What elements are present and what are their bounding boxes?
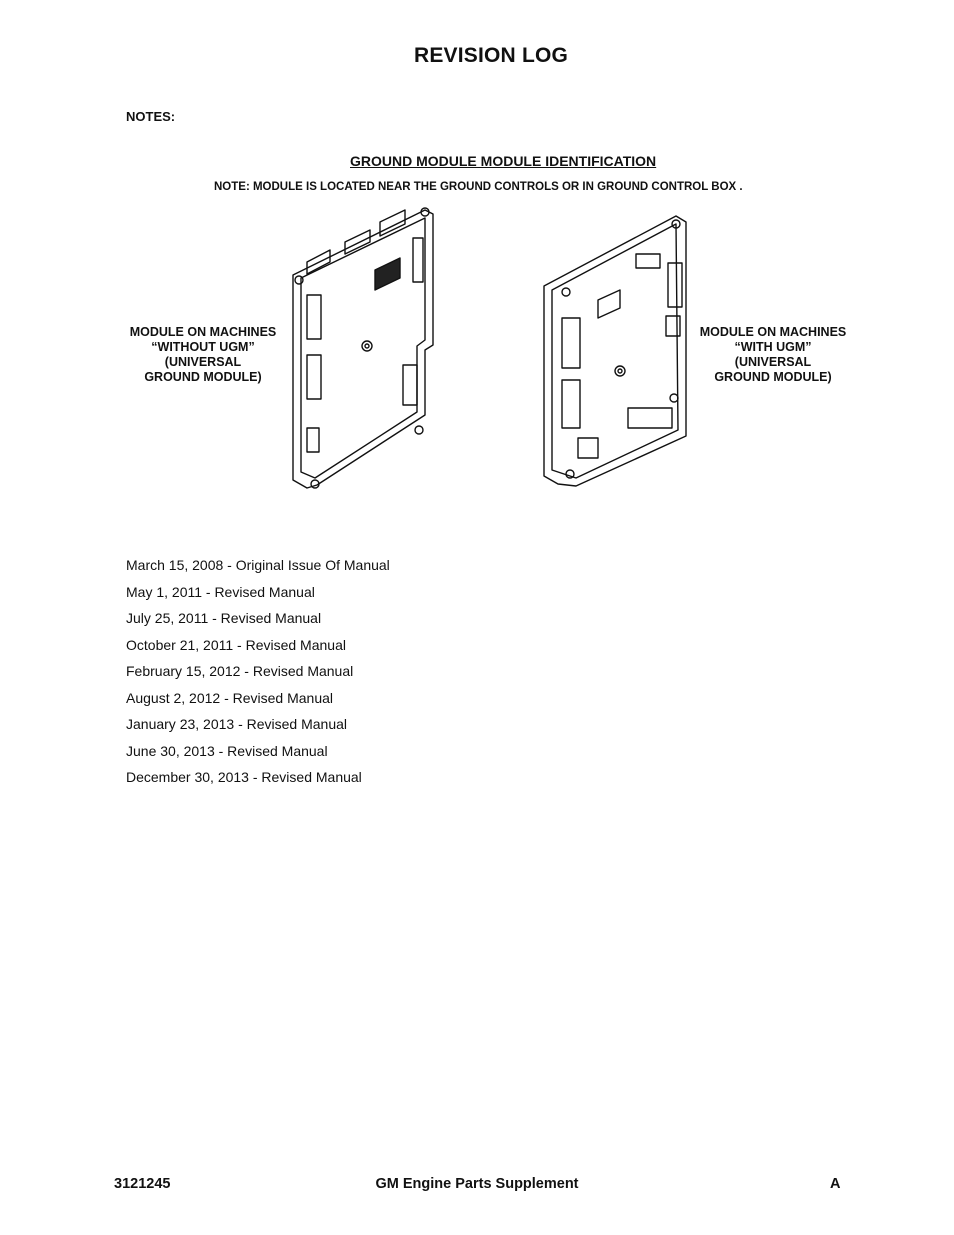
- caption-line: (UNIVERSAL: [734, 355, 812, 369]
- footer-doc-number: 3121245: [114, 1176, 171, 1192]
- caption-line: “WITH UGM”: [734, 340, 812, 354]
- revision-entry: December 30, 2013 - Revised Manual: [126, 769, 362, 785]
- module-illustration-without-ugm: [285, 200, 445, 500]
- footer-doc-title: GM Engine Parts Supplement: [375, 1176, 579, 1192]
- caption-without-ugm: [120, 325, 286, 385]
- section-heading: GROUND MODULE MODULE IDENTIFICATION: [350, 153, 657, 169]
- revision-entry: March 15, 2008 - Original Issue Of Manual: [126, 557, 390, 573]
- caption-line: “WITHOUT UGM”: [151, 340, 255, 354]
- location-note: NOTE: MODULE IS LOCATED NEAR THE GROUND CONTROLS OR IN GROUND CONTROL BOX .: [214, 181, 743, 193]
- revision-entry: August 2, 2012 - Revised Manual: [126, 689, 334, 706]
- notes-label: NOTES:: [126, 109, 176, 124]
- revision-entry: July 25, 2011 - Revised Manual: [126, 610, 322, 626]
- footer-page-letter: A: [830, 1176, 841, 1192]
- revision-list: [126, 557, 390, 796]
- caption-line: GROUND MODULE): [144, 370, 262, 384]
- revision-entry: May 1, 2011 - Revised Manual: [126, 583, 315, 600]
- revision-entry: October 21, 2011 - Revised Manual: [126, 636, 346, 653]
- revision-entry: February 15, 2012 - Revised Manual: [126, 663, 354, 679]
- caption-line: MODULE ON MACHINES: [129, 325, 277, 339]
- revision-entry: January 23, 2013 - Revised Manual: [126, 716, 348, 732]
- caption-line: (UNIVERSAL: [164, 355, 242, 369]
- caption-with-ugm: [690, 325, 856, 385]
- caption-line: GROUND MODULE): [714, 370, 832, 384]
- caption-line: MODULE ON MACHINES: [699, 325, 847, 339]
- revision-entry: June 30, 2013 - Revised Manual: [126, 742, 328, 759]
- module-illustration-with-ugm: [536, 208, 696, 493]
- page-title: REVISION LOG: [413, 44, 569, 67]
